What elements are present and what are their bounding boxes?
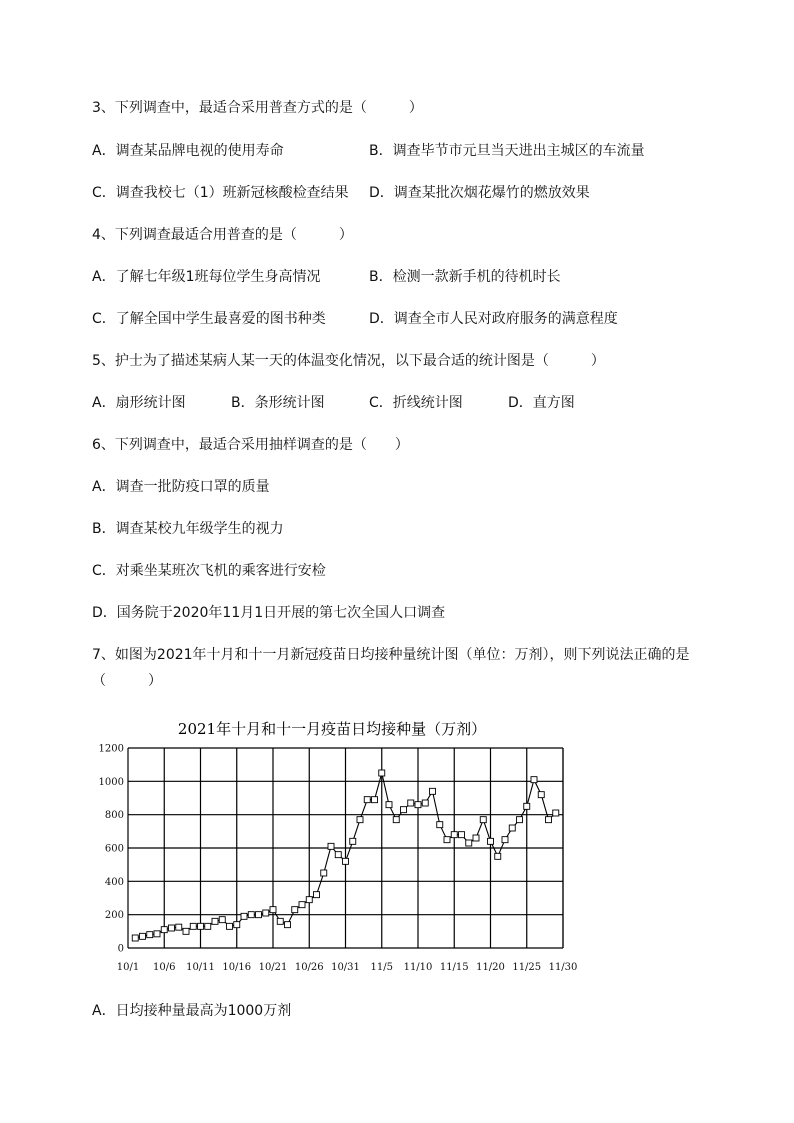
q4-option-d: D．调查全市人民对政府服务的满意程度: [369, 311, 618, 327]
data-point: [488, 838, 494, 844]
x-tick-label: 10/11: [186, 962, 215, 973]
data-point: [415, 802, 421, 808]
data-point: [169, 925, 175, 931]
y-tick-label: 400: [104, 876, 124, 888]
question-7-stem: 7、如图为2021年十月和十一月新冠疫苗日均接种量统计图（单位：万剂），则下列说法正确的是: [92, 647, 690, 663]
data-point: [205, 923, 211, 929]
x-tick-label: 11/5: [370, 962, 393, 973]
data-point: [372, 797, 378, 803]
data-point: [459, 832, 465, 838]
data-point: [190, 923, 196, 929]
data-point: [386, 802, 392, 808]
x-tick-label: 11/15: [439, 962, 469, 973]
question-7-stem-continued: （ ）: [92, 673, 162, 689]
y-tick-label: 200: [104, 910, 124, 922]
data-point: [502, 837, 508, 843]
data-point: [437, 822, 443, 828]
data-point: [444, 837, 450, 843]
q7-option-a: A．日均接种量最高为1000万剂: [92, 1003, 292, 1019]
x-tick-label: 10/31: [331, 962, 360, 973]
data-point: [183, 928, 189, 934]
q3-option-b: B．调查毕节市元旦当天进出主城区的车流量: [369, 143, 645, 159]
data-point: [241, 913, 247, 919]
y-tick-label: 800: [104, 810, 124, 822]
data-point: [538, 792, 544, 798]
q4-option-b: B．检测一款新手机的待机时长: [369, 269, 561, 285]
q6-option-d: D．国务院于2020年11月1日开展的第七次全国人口调查: [92, 605, 446, 621]
data-point: [154, 931, 160, 937]
q3-option-c: C．调查我校七（1）班新冠核酸检查结果: [92, 185, 349, 201]
x-tick-label: 10/26: [294, 962, 324, 973]
data-point: [321, 870, 327, 876]
data-point: [531, 777, 537, 783]
x-tick-label: 10/16: [222, 962, 252, 973]
data-point: [350, 838, 356, 844]
q6-option-c: C．对乘坐某班次飞机的乘客进行安检: [92, 563, 326, 579]
data-point: [132, 935, 138, 941]
data-point: [314, 892, 320, 898]
data-point: [553, 810, 559, 816]
data-point: [256, 912, 262, 918]
y-tick-label: 1200: [98, 743, 124, 755]
chart-axis-labels: [99, 744, 578, 974]
question-3-stem: 3、下列调查中，最适合采用普查方式的是（ ）: [92, 100, 423, 116]
chart-title: 2021年十月和十一月疫苗日均接种量（万剂）: [177, 720, 487, 738]
data-point: [343, 858, 349, 864]
q5-option-d: D．直方图: [508, 395, 575, 411]
data-point: [401, 807, 407, 813]
data-point: [161, 927, 167, 933]
data-point: [379, 770, 385, 776]
data-point: [546, 817, 552, 823]
data-point: [509, 825, 515, 831]
question-6-stem: 6、下列调查中，最适合采用抽样调查的是（ ）: [92, 437, 409, 453]
q4-option-c: C．了解全国中学生最喜爱的图书种类: [92, 311, 326, 327]
data-point: [263, 910, 269, 916]
data-point: [292, 907, 298, 913]
data-point: [219, 917, 225, 923]
q6-option-a: A．调查一批防疫口罩的质量: [92, 479, 270, 495]
q5-option-a: A．扇形统计图: [92, 395, 186, 411]
q3-option-d: D．调查某批次烟花爆竹的燃放效果: [369, 185, 590, 201]
question-5-stem: 5、护士为了描述某病人某一天的体温变化情况，以下最合适的统计图是（ ）: [92, 353, 605, 369]
q6-option-b: B．调查某校九年级学生的视力: [92, 521, 284, 537]
data-point: [480, 817, 486, 823]
data-point: [147, 932, 153, 938]
x-tick-label: 10/21: [258, 962, 288, 973]
q5-option-b: B．条形统计图: [231, 395, 325, 411]
data-point: [234, 922, 240, 928]
data-point: [176, 924, 182, 930]
x-tick-label: 10/1: [116, 962, 140, 973]
vaccination-line-chart: [90, 712, 590, 982]
data-point: [473, 835, 479, 841]
data-point: [430, 788, 436, 794]
data-point: [306, 897, 312, 903]
data-point: [466, 840, 472, 846]
data-point: [524, 803, 530, 809]
chart-grid: [128, 748, 563, 948]
data-point: [335, 852, 341, 858]
y-tick-label: 1000: [98, 776, 124, 788]
data-point: [495, 853, 501, 859]
q3-option-a: A．调查某品牌电视的使用寿命: [92, 143, 284, 159]
data-point: [299, 902, 305, 908]
data-point: [227, 923, 233, 929]
data-point: [357, 817, 363, 823]
data-point: [517, 817, 523, 823]
question-4-stem: 4、下列调查最适合用普查的是（ ）: [92, 227, 353, 243]
data-point: [408, 800, 414, 806]
data-point: [248, 912, 254, 918]
y-tick-label: 0: [117, 943, 124, 955]
data-point: [285, 922, 291, 928]
data-point: [277, 918, 283, 924]
data-point: [140, 933, 146, 939]
data-point: [212, 918, 218, 924]
data-point: [422, 800, 428, 806]
x-tick-label: 10/6: [153, 962, 176, 973]
data-point: [198, 923, 204, 929]
x-tick-label: 11/30: [548, 962, 578, 973]
x-tick-label: 11/20: [476, 962, 505, 973]
data-point: [270, 907, 276, 913]
data-point: [328, 843, 334, 849]
q4-option-a: A．了解七年级1班每位学生身高情况: [92, 269, 321, 285]
data-point: [364, 797, 370, 803]
y-tick-label: 600: [104, 843, 124, 855]
q5-option-c: C．折线统计图: [369, 395, 463, 411]
data-point: [451, 832, 457, 838]
x-tick-label: 11/10: [403, 962, 433, 973]
x-tick-label: 11/25: [512, 962, 542, 973]
data-point: [393, 817, 399, 823]
